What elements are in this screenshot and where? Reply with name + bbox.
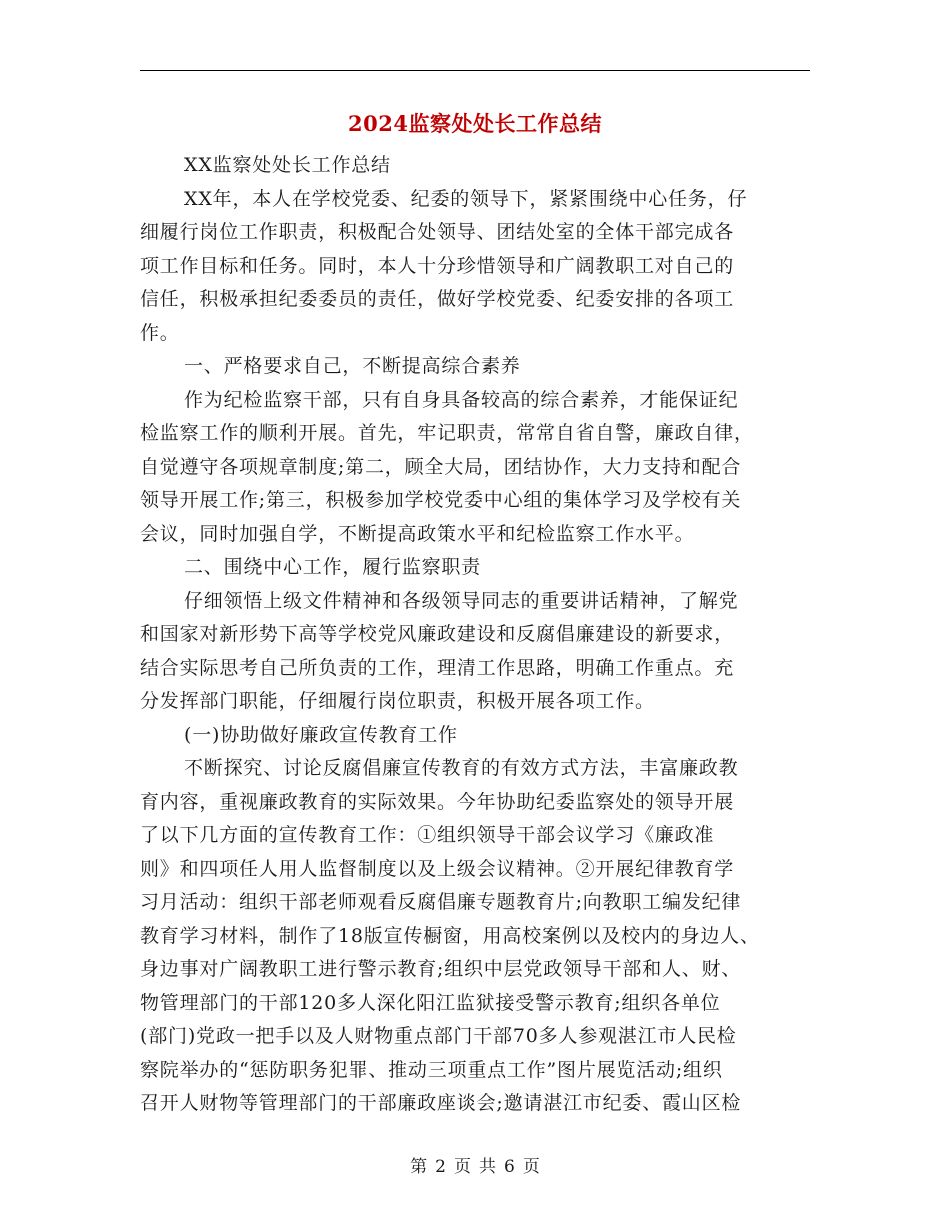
footer-prefix: 第 xyxy=(410,1157,428,1177)
page-footer xyxy=(0,1152,950,1177)
body-line: 二、围绕中心工作，履行监察职责 xyxy=(184,556,482,578)
body-line: 领导开展工作;第三，积极参加学校党委中心组的集体学习及学校有关 xyxy=(140,489,742,511)
body-line: 不断探究、讨论反腐倡廉宣传教育的有效方式方法，丰富廉政教 xyxy=(184,757,739,779)
body-line: 作为纪检监察干部，只有自身具备较高的综合素养，才能保证纪 xyxy=(184,388,739,411)
body-line: 了以下几方面的宣传教育工作：①组织领导干部会议学习《廉政准 xyxy=(140,824,715,846)
body-line: (部门)党政一把手以及人财物重点部门干部70多人参观湛江市人民检 xyxy=(140,1025,737,1047)
footer-page-suffix: 页 xyxy=(454,1157,471,1177)
body-line: (一)协助做好廉政宣传教育工作 xyxy=(184,723,458,746)
body-line: 分发挥部门职能，仔细履行岗位职责，积极开展各项工作。 xyxy=(140,690,655,712)
body-line: 检监察工作的顺利开展。首先，牢记职责，常常自省自警，廉政自律， xyxy=(140,422,754,444)
body-line: 教育学习材料，制作了18版宣传橱窗，用高校案例以及校内的身边人、 xyxy=(140,924,760,947)
body-line: 物管理部门的干部120多人深化阳江监狱接受警示教育;组织各单位 xyxy=(140,991,721,1014)
body-line: 项工作目标和任务。同时，本人十分珍惜领导和广阔教职工对自己的 xyxy=(140,254,735,277)
footer-total-suffix: 页 xyxy=(522,1157,540,1177)
footer-total-pages: 6 xyxy=(504,1157,515,1177)
body-line: 结合实际思考自己所负责的工作，理清工作思路，明确工作重点。充 xyxy=(140,656,735,679)
body-line: 则》和四项任人用人监督制度以及上级会议精神。②开展纪律教育学 xyxy=(140,857,735,880)
body-line: 和国家对新形势下高等学校党风廉政建设和反腐倡廉建设的新要求， xyxy=(140,623,735,645)
body-line: 习月活动：组织干部老师观看反腐倡廉专题教育片;向教职工编发纪律 xyxy=(140,891,742,913)
body-line: 会议，同时加强自学，不断提高政策水平和纪检监察工作水平。 xyxy=(140,522,695,545)
document-title: 2024监察处处长工作总结 xyxy=(348,111,602,136)
body-line: 一、严格要求自己，不断提高综合素养 xyxy=(184,355,521,377)
body-line: 召开人财物等管理部门的干部廉政座谈会;邀请湛江市纪委、霞山区检 xyxy=(140,1092,742,1114)
footer-page-number: 2 xyxy=(435,1157,446,1177)
body-line: 自觉遵守各项规章制度;第二，顾全大局，团结协作，大力支持和配合 xyxy=(140,455,742,478)
body-line: 作。 xyxy=(140,321,180,344)
footer-total-prefix: 共 xyxy=(479,1157,496,1177)
body-line: 育内容，重视廉政教育的实际效果。今年协助纪委监察处的领导开展 xyxy=(140,790,735,813)
document-body xyxy=(140,149,810,1121)
body-line: 信任，积极承担纪委委员的责任，做好学校党委、纪委安排的各项工 xyxy=(140,288,735,310)
body-line: 细履行岗位工作职责，积极配合处领导、团结处室的全体干部完成各 xyxy=(140,221,735,243)
body-line: 身边事对广阔教职工进行警示教育;组织中层党政领导干部和人、财、 xyxy=(140,958,742,980)
body-line: 察院举办的“惩防职务犯罪、推动三项重点工作”图片展览活动;组织 xyxy=(140,1058,723,1081)
body-line: XX年，本人在学校党委、纪委的领导下，紧紧围绕中心任务，仔 xyxy=(184,187,748,210)
header-rule xyxy=(140,70,810,71)
body-line: XX监察处处长工作总结 xyxy=(184,154,391,176)
body-line: 仔细领悟上级文件精神和各级领导同志的重要讲话精神，了解党 xyxy=(184,589,739,612)
